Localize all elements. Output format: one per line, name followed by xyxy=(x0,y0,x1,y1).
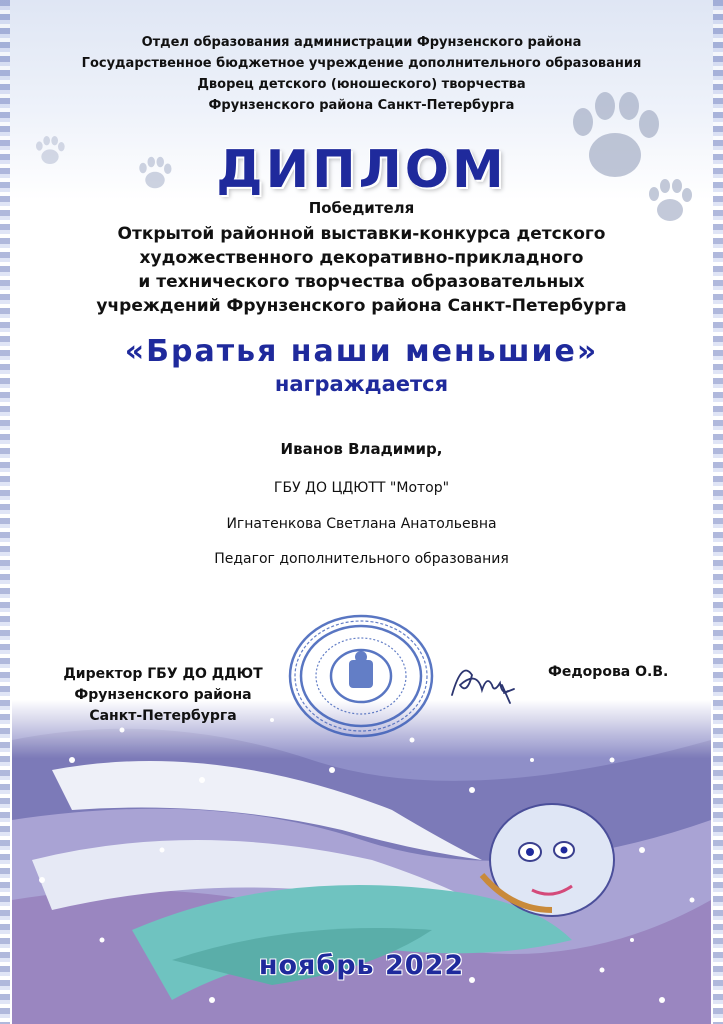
director-name: Федорова О.В. xyxy=(548,664,669,680)
contest-line: художественного декоративно-прикладного xyxy=(139,248,584,268)
teacher-name: Игнатенкова Светлана Анатольевна xyxy=(226,516,497,532)
issuer-line: Государственное бюджетное учреждение дополнительного образования xyxy=(81,56,642,71)
director-title xyxy=(48,664,278,727)
handwritten-signature xyxy=(442,655,522,710)
contest-description xyxy=(40,222,683,318)
director-title-line: Директор ГБУ ДО ДДЮТ xyxy=(63,666,263,682)
issuer-header xyxy=(0,32,723,116)
contest-line: и технического творчества образовательных xyxy=(138,272,585,292)
awarded-label: награждается xyxy=(274,372,449,396)
recipient-name: Иванов Владимир, xyxy=(280,440,443,458)
director-title-line: Фрунзенского района xyxy=(74,687,252,703)
director-title-line: Санкт-Петербурга xyxy=(89,708,237,724)
issue-date: ноябрь 2022 xyxy=(258,950,465,981)
issuer-line: Дворец детского (юношеского) творчества xyxy=(197,77,526,92)
teacher-position: Педагог дополнительного образования xyxy=(214,551,509,567)
contest-line: учреждений Фрунзенского района Санкт-Петербурга xyxy=(96,296,627,316)
exhibition-name: «Братья наши меньшие» xyxy=(124,334,599,369)
official-stamp-seal xyxy=(286,612,436,740)
issuer-line: Отдел образования администрации Фрунзенского района xyxy=(141,35,582,50)
recipient-organization: ГБУ ДО ЦДЮТТ "Мотор" xyxy=(273,480,450,496)
diploma-title: ДИПЛОМ xyxy=(216,140,507,200)
contest-line: Открытой районной выставки-конкурса детского xyxy=(117,224,606,244)
winner-label: Победителя xyxy=(308,199,415,217)
issuer-line: Фрунзенского района Санкт-Петербурга xyxy=(208,98,515,113)
